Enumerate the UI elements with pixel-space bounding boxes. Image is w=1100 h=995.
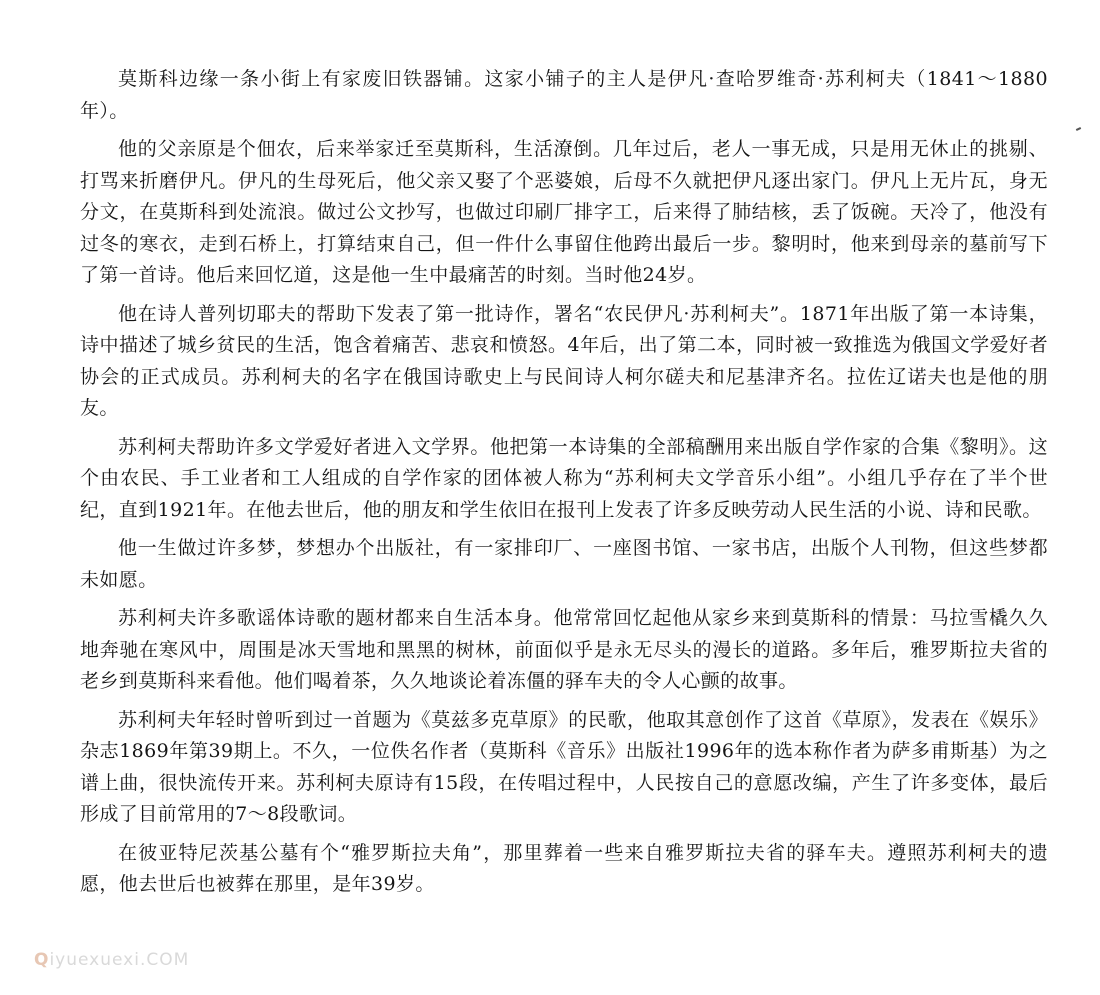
paragraph-5: 他一生做过许多梦，梦想办个出版社，有一家排印厂、一座图书馆、一家书店，出版个人刊物，但这些梦都未如愿。 bbox=[80, 537, 1048, 591]
paragraph-2: 他的父亲原是个佃农，后来举家迁至莫斯科，生活潦倒。几年过后，老人一事无成，只是用无休止的挑剔、打骂来折磨伊凡。伊凡的生母死后，他父亲又娶了个恶婆娘，后母不久就把伊凡逐出家门。伊凡上无片瓦，身无分文，在莫斯科到处流浪。做过公文抄写，也做过印刷厂排字工，后来得了肺结核，丢了饭碗。天冷了，他没有过冬的寒衣，走到石桥上，打算结束自己，但一件什么事留住他跨出最后一步。黎明时，他来到母亲的墓前写下了第一首诗。他后来回忆道，这是他一生中最痛苦的时刻。当时他24岁。 bbox=[80, 138, 1048, 286]
paragraph-3: 他在诗人普列切耶夫的帮助下发表了第一批诗作，署名“农民伊凡·苏利柯夫”。1871年出版了第一本诗集，诗中描述了城乡贫民的生活，饱含着痛苦、悲哀和愤怒。4年后，出了第二本，同时被一致推选为俄国文学爱好者协会的正式成员。苏利柯夫的名字在俄国诗歌史上与民间诗人柯尔磋夫和尼基津齐名。拉佐辽诺夫也是他的朋友。 bbox=[80, 302, 1048, 419]
paragraph-1: 莫斯科边缘一条小街上有家废旧铁器铺。这家小铺子的主人是伊凡·查哈罗维奇·苏利柯夫（1841～1880年）。 bbox=[80, 68, 1048, 122]
paragraph-8: 在彼亚特尼茨基公墓有个“雅罗斯拉夫角”，那里葬着一些来自雅罗斯拉夫省的驿车夫。遵照苏利柯夫的遗愿，他去世后也被葬在那里，是年39岁。 bbox=[80, 841, 1048, 895]
watermark-prefix: Q bbox=[34, 950, 50, 970]
paragraph-6: 苏利柯夫许多歌谣体诗歌的题材都来自生活本身。他常常回忆起他从家乡来到莫斯科的情景：马拉雪橇久久地奔驰在寒风中，周围是冰天雪地和黑黑的树林，前面似乎是永无尽头的漫长的道路。多年后，雅罗斯拉夫省的老乡到莫斯科来看他。他们喝着茶，久久地谈论着冻僵的驿车夫的令人心颤的故事。 bbox=[80, 607, 1048, 692]
paragraph-7: 苏利柯夫年轻时曾听到过一首题为《莫兹多克草原》的民歌，他取其意创作了这首《草原》，发表在《娱乐》杂志1869年第39期上。不久，一位佚名作者（莫斯科《音乐》出版社1996年的选本称作者为萨多甫斯基）为之谱上曲，很快流传开来。苏利柯夫原诗有15段，在传唱过程中，人民按自己的意愿改编，产生了许多变体，最后形成了目前常用的7～8段歌词。 bbox=[80, 708, 1048, 825]
watermark-text: iyuexuexi.COM bbox=[49, 950, 190, 970]
site-watermark bbox=[34, 950, 189, 970]
paragraph-4: 苏利柯夫帮助许多文学爱好者进入文学界。他把第一本诗集的全部稿酬用来出版自学作家的合集《黎明》。这个由农民、手工业者和工人组成的自学作家的团体被人称为“苏利柯夫文学音乐小组”。小组几乎存在了半个世纪，直到1921年。在他去世后，他的朋友和学生依旧在报刊上发表了许多反映劳动人民生活的小说、诗和民歌。 bbox=[80, 435, 1048, 521]
